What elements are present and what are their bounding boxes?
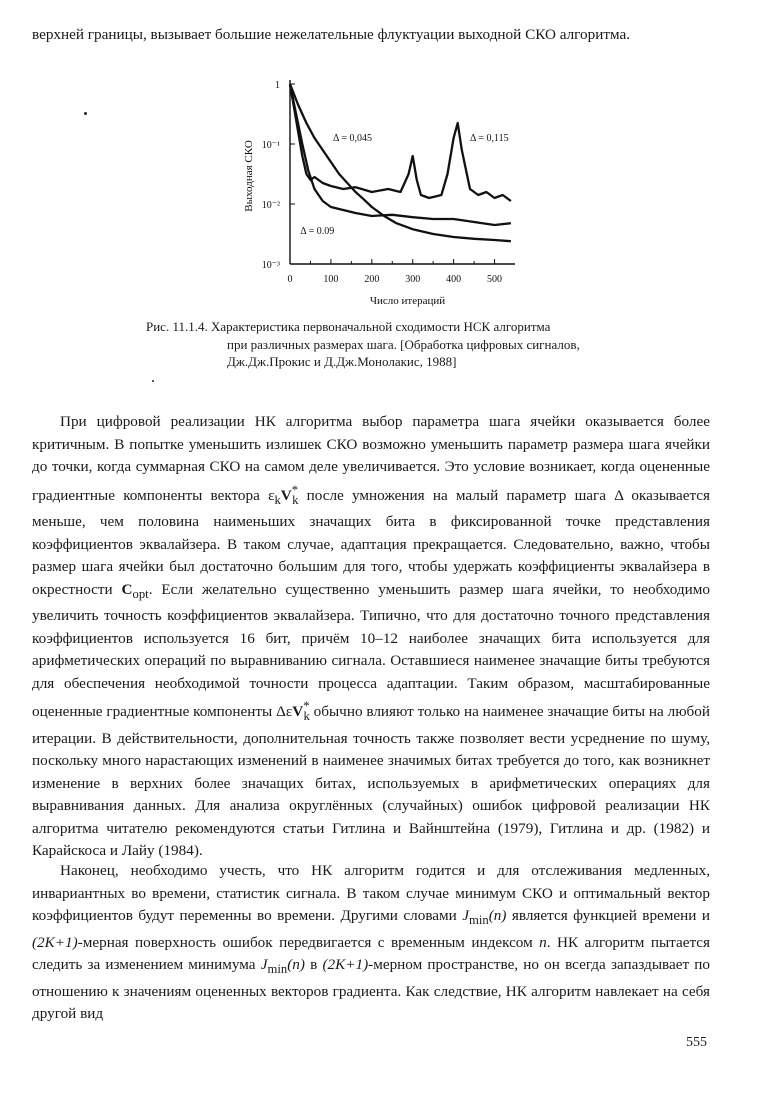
math-c-opt: [121, 580, 149, 601]
math-subscript: min: [267, 962, 288, 977]
x-tick-label: 0: [287, 274, 293, 285]
caption-line-1: Рис. 11.1.4. Характеристика первоначальной сходимости НСК алгоритма: [146, 319, 551, 334]
math-superscript: *: [303, 699, 310, 714]
math-symbol: (n): [488, 907, 507, 924]
paragraph-last-part: -мерном пространстве, но он всегда запаздывает по отношению к значениям оцененных векторов градиента. Как следствие, НК алгоритм навлекает на себя другой вид: [32, 956, 711, 1023]
math-symbol: Δε: [276, 703, 293, 721]
math-symbol: ε: [268, 486, 275, 504]
math-2k1: (2K+1): [322, 956, 369, 974]
math-subscript: opt: [132, 586, 149, 601]
caption-line-2: при различных размерах шага. [Обработка цифровых сигналов,: [227, 336, 580, 352]
series-line-2: [290, 84, 511, 225]
math-subscript: k: [303, 709, 310, 724]
y-tick-label: 10⁻²: [261, 200, 280, 211]
math-symbol: J: [462, 907, 469, 924]
math-n: n: [539, 933, 547, 951]
page-number: 555: [686, 1035, 707, 1050]
figure-caption: [146, 318, 666, 371]
math-subscript: min: [468, 913, 489, 928]
math-eps-v: [268, 482, 299, 507]
paragraph-last-part: . НК алгоритм пытается следить за изменением минимума: [32, 933, 711, 974]
y-tick-label: 10⁻³: [261, 260, 280, 271]
paragraph-last-part: в: [310, 956, 318, 974]
paragraph-last: [32, 860, 710, 1026]
math-subscript: k: [274, 492, 281, 507]
paragraph-main-part: При цифровой реализации НК алгоритма выбор параметра шага ячейки оказывается более критичным. В попытке уменьшить излишек СКО возможно уменьшить параметр размера шага ячейки до точки, когда суммарная СКО на самом деле увеличивается. Это условие возникает, когда оцененные градиентные компоненты вектора: [32, 413, 710, 504]
caption-line-3: Дж.Дж.Прокис и Д.Дж.Монолакис, 1988]: [227, 354, 457, 369]
speck: [84, 112, 87, 115]
math-2k1: (2K+1): [32, 933, 78, 951]
y-tick-label: 1: [275, 80, 280, 91]
math-jmin: [260, 956, 305, 977]
x-tick-label: 500: [487, 274, 503, 285]
paragraph-top-text: верхней границы, вызывает большие нежелательные флуктуации выходной СКО алгоритма.: [32, 26, 631, 43]
paragraph-main: [32, 411, 710, 863]
math-symbol: (n): [287, 956, 305, 974]
math-delta-eps-v: [276, 699, 310, 724]
paragraph-last-part: -мерная поверхность ошибок передвигается с временным индексом: [77, 933, 533, 951]
y-tick-label: 10⁻¹: [261, 140, 280, 151]
x-tick-label: 400: [446, 274, 462, 285]
series-label-3: Δ = 0,115: [470, 133, 509, 144]
math-subscript: k: [292, 492, 299, 507]
math-superscript: *: [291, 482, 299, 497]
math-symbol: C: [121, 580, 133, 598]
math-symbol: J: [260, 956, 268, 974]
paragraph-main-part: . Если желательно существенно уменьшить размер шага ячейки, то необходимо увеличить точность коэффициентов эквалайзера. Типично, что для достаточно точного представления коэффициентов используется 16 бит, причём 10–12 наиболее значащих бита используется для арифметических операций по выравниванию сигнала. Оставшиеся наименее значащие биты требуются для обеспечения необходимой точности процесса адаптации. Таким образом, масштабированные оцененные градиентные компоненты: [32, 580, 710, 721]
paragraph-main-part: после умножения на малый параметр шага Δ оказывается меньше, чем половина наименьших значащих бита в фиксированной точке представления коэффициентов эквалайзера. В таком случае, адаптация прекращается. Следовательно, важно, чтобы размер шага ячейки был достаточно большим для того, чтобы удержать коэффициенты эквалайзера в окрестности: [32, 486, 711, 598]
x-axis-label: Число итераций: [369, 295, 446, 307]
series-label-1: Δ = 0,045: [332, 133, 372, 144]
math-symbol: V: [280, 486, 292, 504]
speck: [152, 380, 154, 382]
x-tick-label: 200: [364, 274, 380, 285]
math-symbol: V: [292, 703, 304, 721]
series-line-1: [290, 84, 511, 241]
paragraph-last-part: является функцией времени и: [511, 907, 710, 924]
math-jmin: [462, 907, 507, 928]
y-axis-label: Выходная СКО: [243, 140, 255, 212]
convergence-chart: [240, 72, 530, 312]
x-tick-label: 300: [405, 274, 421, 285]
paragraph-top: [32, 24, 710, 47]
series-label-2: Δ = 0.09: [300, 226, 335, 237]
x-tick-label: 100: [323, 274, 339, 285]
paragraph-main-part: обычно влияют только на наименее значащие биты на любой итерации. В действительности, дополнительная точность также позволяет вести усреднение по шуму, поскольку много нарастающих изменений в наименее значимых битах требуется до того, как возникнет изменение в верхних более значащих битах, используемых в арифметических операциях для выравнивания данных. Для анализа округлённых (случайных) ошибок цифровой реализации НК алгоритма читателю рекомендуются статьи Гитлина и Вайнштейна (1979), Гитлина и др. (1982) и Карайскоса и Лайу (1984).: [32, 703, 710, 860]
paragraph-last-part: Наконец, необходимо учесть, что НК алгоритм годится и для отслеживания медленных, инвариантных во времени, статистик сигнала. В таком случае минимум СКО и оптимальный вектор коэффициентов будут переменны во времени. Другими словами: [32, 862, 710, 924]
